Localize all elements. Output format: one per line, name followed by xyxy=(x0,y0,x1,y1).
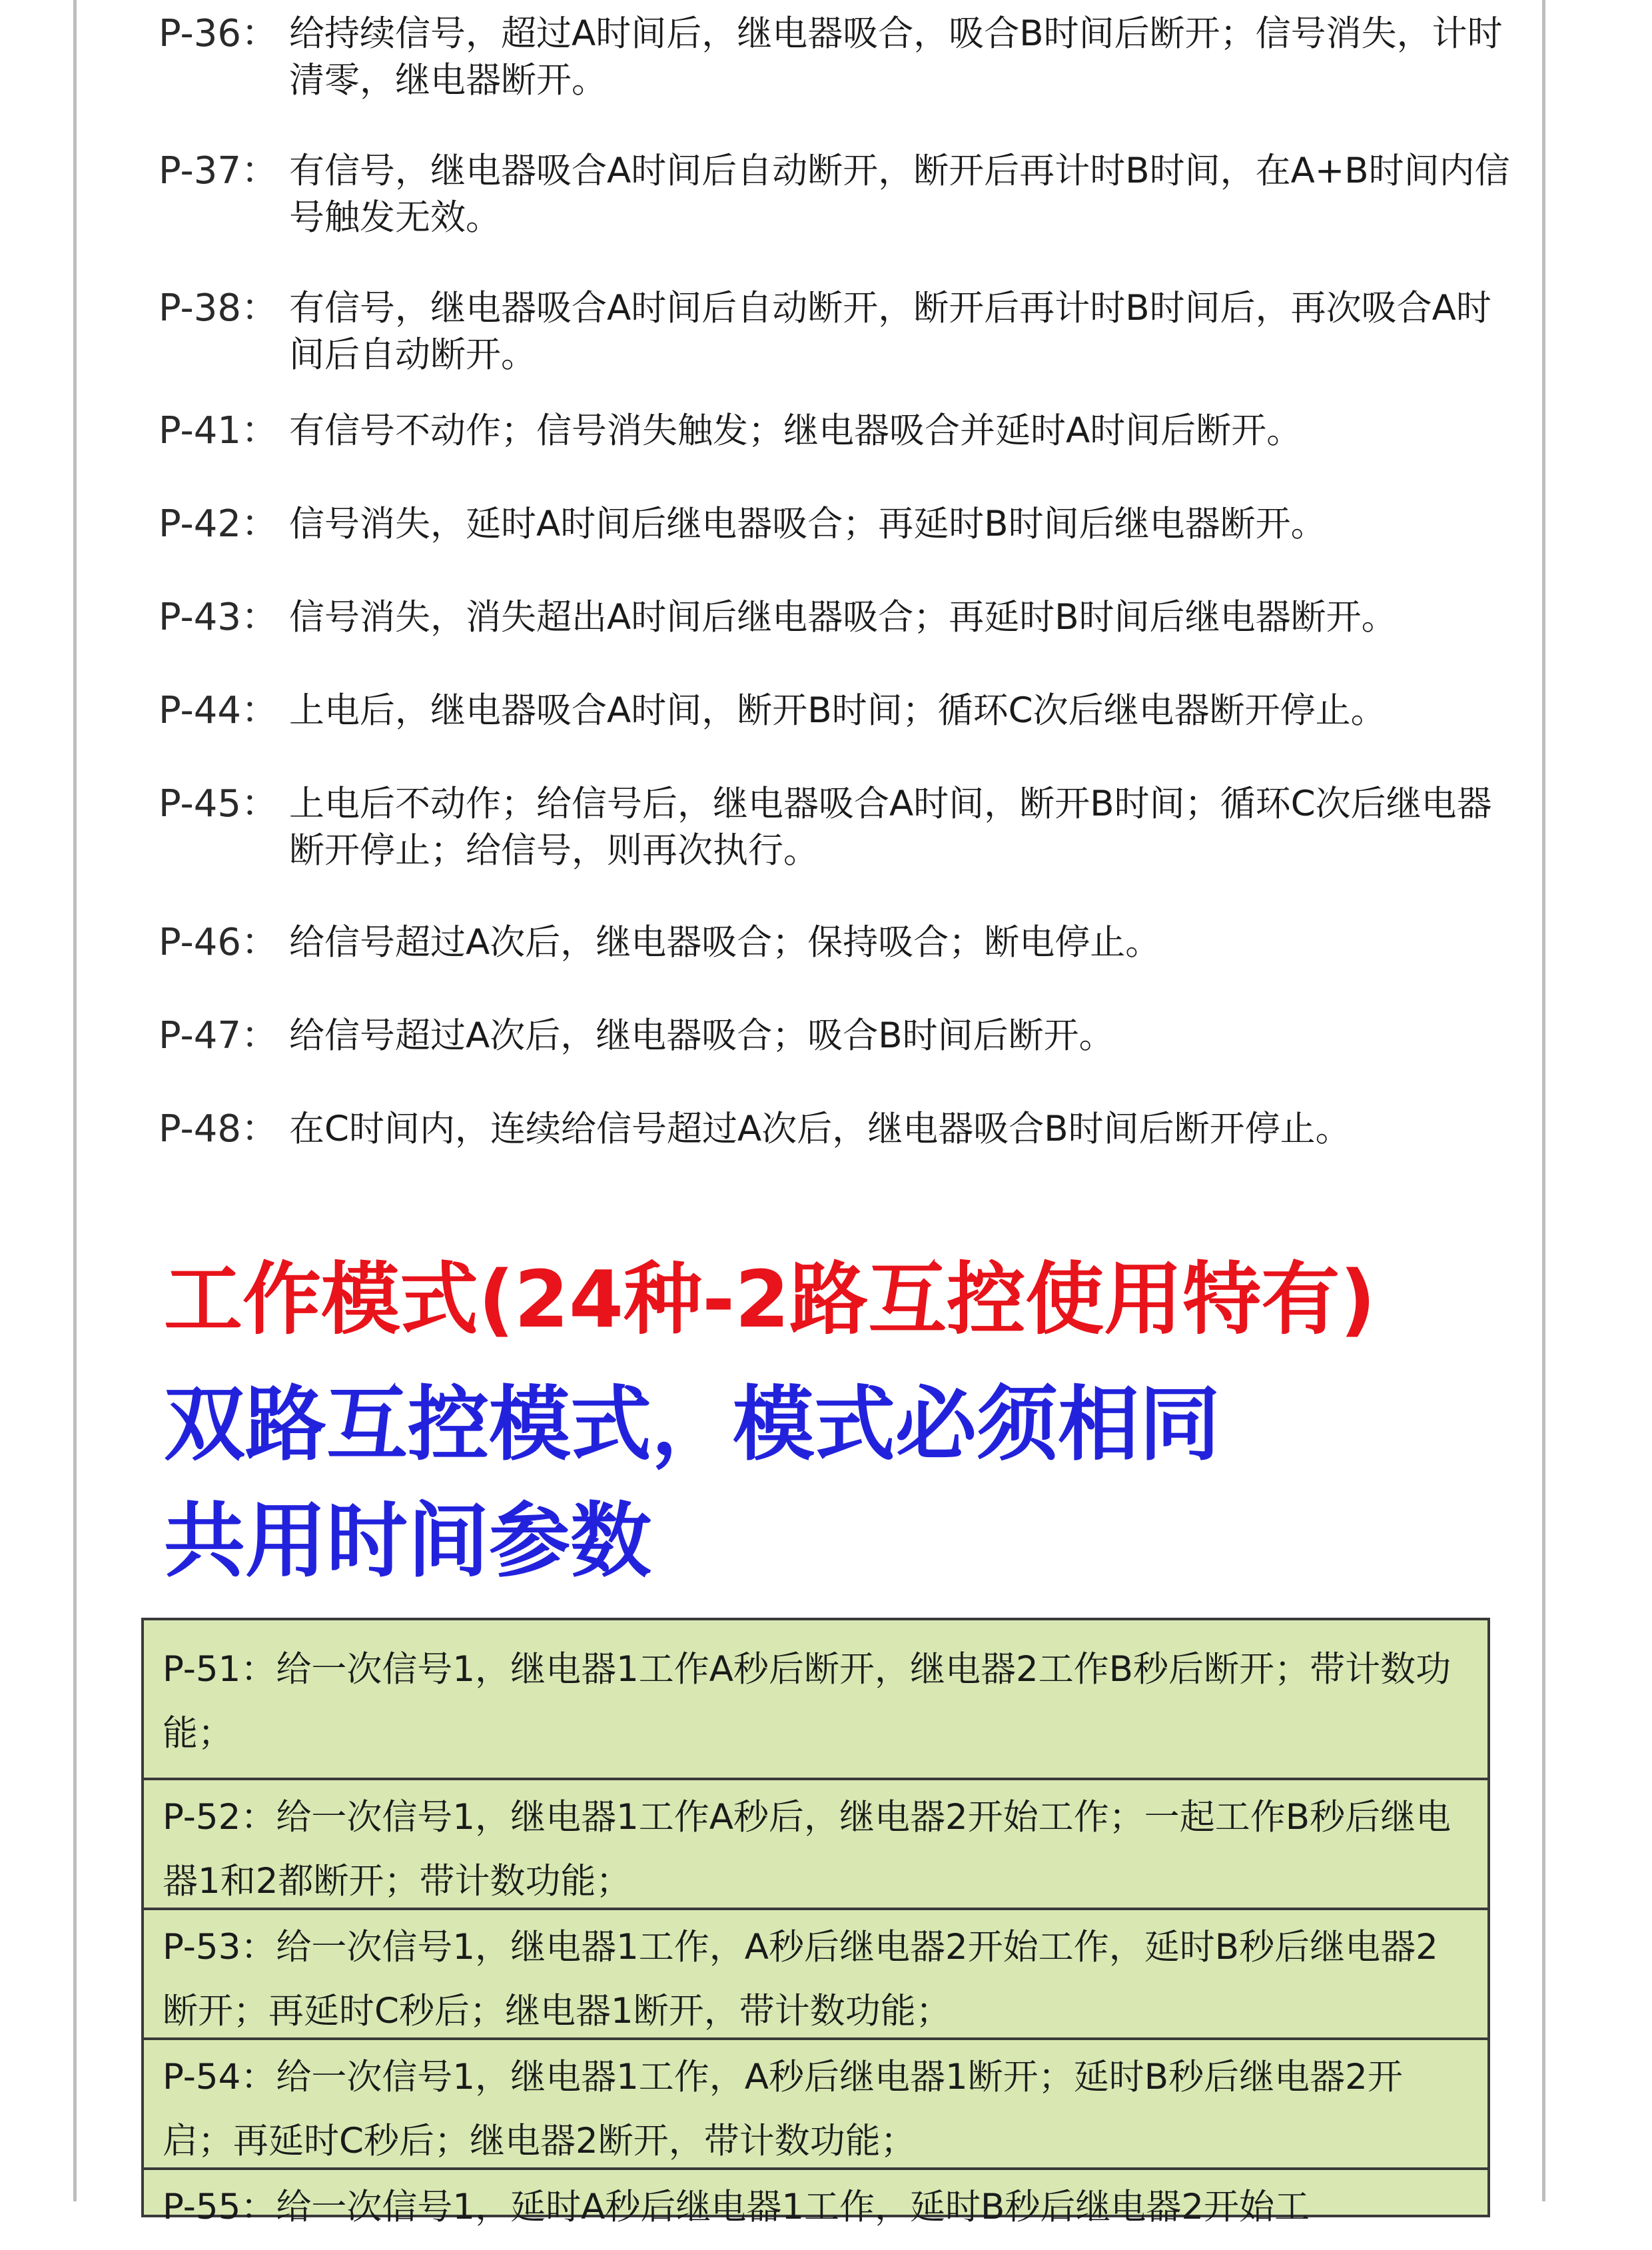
table-cell: P-51：给一次信号1，继电器1工作A秒后断开，继电器2工作B秒后断开；带计数功能； xyxy=(163,1649,1451,1754)
table-row-p55 xyxy=(144,2170,1487,2250)
mode-description: 给持续信号，超过A时间后，继电器吸合，吸合B时间后断开；信号消失，计时清零，继电器断开。 xyxy=(289,13,1503,101)
table-cell: P-52：给一次信号1，继电器1工作A秒后，继电器2开始工作；一起工作B秒后继电器1和2都断开；带计数功能； xyxy=(163,1797,1451,1902)
section-subheading-line1: 双路互控模式，模式必须相同 xyxy=(164,1377,1220,1472)
mode-description: 有信号，继电器吸合A时间后自动断开，断开后再计时B时间后，再次吸合A时间后自动断开。 xyxy=(289,288,1491,375)
table-row-p53 xyxy=(144,1910,1487,2040)
table-cell: P-55：给一次信号1，延时A秒后继电器1工作，延时B秒后继电器2开始工 xyxy=(163,2187,1310,2227)
section-subheading-line2: 共用时间参数 xyxy=(164,1494,651,1588)
mode-description: 信号消失，消失超出A时间后继电器吸合；再延时B时间后继电器断开。 xyxy=(289,597,1397,638)
mode-description: 上电后，继电器吸合A时间，断开B时间；循环C次后继电器断开停止。 xyxy=(289,690,1386,731)
mode-code: P-48： xyxy=(159,1107,279,1151)
mode-description: 信号消失，延时A时间后继电器吸合；再延时B时间后继电器断开。 xyxy=(289,504,1326,544)
mode-code: P-42： xyxy=(159,502,279,546)
mode-description: 上电后不动作；给信号后，继电器吸合A时间，断开B时间；循环C次后继电器断开停止；给信号，则再次执行。 xyxy=(289,784,1492,871)
mode-code: P-45： xyxy=(159,782,279,826)
mode-code: P-43： xyxy=(159,596,279,639)
table-cell: P-54：给一次信号1，继电器1工作，A秒后继电器1断开；延时B秒后继电器2开启；再延时C秒后；继电器2断开，带计数功能； xyxy=(163,2057,1403,2161)
mode-description: 在C时间内，连续给信号超过A次后，继电器吸合B时间后断开停止。 xyxy=(289,1109,1351,1149)
table-row-p52 xyxy=(144,1780,1487,1910)
mode-code: P-41： xyxy=(159,409,279,452)
mode-code: P-38： xyxy=(159,286,279,330)
mode-code: P-47： xyxy=(159,1014,279,1057)
mode-code: P-37： xyxy=(159,149,279,193)
mode-description: 有信号，继电器吸合A时间后自动断开，断开后再计时B时间，在A+B时间内信号触发无效。 xyxy=(289,151,1510,238)
section-heading-red: 工作模式(24种-2路互控使用特有) xyxy=(164,1253,1376,1345)
table-cell: P-53：给一次信号1，继电器1工作，A秒后继电器2开始工作，延时B秒后继电器2断开；再延时C秒后；继电器1断开，带计数功能； xyxy=(163,1927,1438,2031)
interlock-mode-table xyxy=(141,1618,1490,2227)
table-row-p51 xyxy=(144,1620,1487,1780)
mode-description: 给信号超过A次后，继电器吸合；保持吸合；断电停止。 xyxy=(289,922,1161,963)
table-row-p54 xyxy=(144,2040,1487,2170)
mode-code: P-44： xyxy=(159,689,279,732)
mode-description: 有信号不动作；信号消失触发；继电器吸合并延时A时间后断开。 xyxy=(289,410,1302,451)
mode-code: P-46： xyxy=(159,921,279,964)
mode-description: 给信号超过A次后，继电器吸合；吸合B时间后断开。 xyxy=(289,1015,1114,1056)
mode-code: P-36： xyxy=(159,12,279,55)
